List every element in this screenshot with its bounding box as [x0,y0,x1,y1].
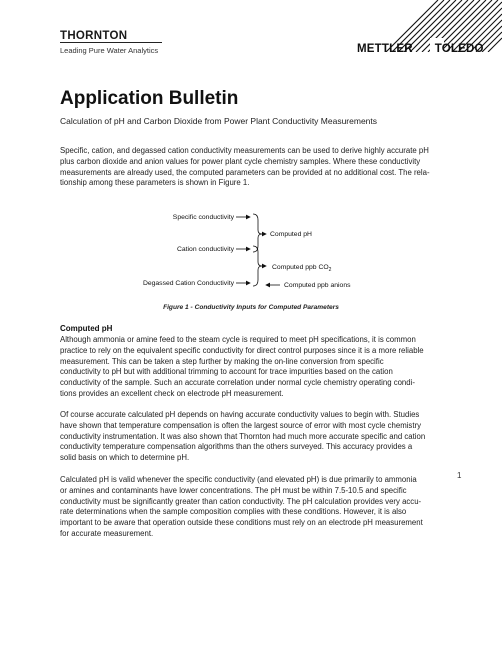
paragraph-1 [60,335,446,400]
text-line: for accurate measurement. [60,528,154,538]
input-specific-conductivity: Specific conductivity [172,214,234,221]
text-line: solid basis on which to determine pH. [60,453,190,463]
brand-name: THORNTON [60,30,128,42]
text-line: Although ammonia or amine feed to the steam cycle is required to meet pH specifications, it is common [60,335,416,344]
text-line: tions provides an excellent check on electrode pH measurement. [60,388,284,398]
text-line: conductivity temperature compensation algorithms than the others surveyed. This accuracy provides a [60,442,413,452]
section-heading: Computed pH [60,324,113,333]
text-line: Calculated pH is valid whenever the specific conductivity (and elevated pH) is due primarily to ammonia [60,475,417,484]
logo-word-right: TOLEDO [434,43,484,55]
page-title: Application Bulletin [60,88,239,109]
output-computed-ph: Computed pH [270,231,312,238]
figure-caption: Figure 1 - Conductivity Inputs for Computed Parameters [163,304,339,311]
paragraph-3 [60,475,446,540]
co2-label: Computed ppb CO [272,264,329,271]
text-line: rate determinations when the sample composition complies with these conditions. However, it is also [60,507,407,517]
output-computed-anions: Computed ppb anions [284,282,351,289]
text-line: conductivity instrumentation. It was also shown that Thornton had much more accurate specific and cation [60,431,426,441]
brand-tagline: Leading Pure Water Analytics [60,46,159,55]
text-line: Specific, cation, and degassed cation conductivity measurements can be used to derive highly accurate pH [60,146,429,155]
company-logo [357,43,484,55]
logo-word-left: METTLER [357,43,413,55]
text-line: or amines and contaminants have lower concentrations. The pH must be within 7.5-10.5 and specific [60,485,407,495]
text-line: conductivity of the sample. Such an accurate correlation under normal cycle chemistry operating condi- [60,378,415,388]
co2-subscript: 2 [328,267,332,273]
paragraph-2 [60,410,446,464]
text-line: measurements are already used, the computed parameters can be provided at no additional cost. The rela- [60,167,430,177]
page-subtitle: Calculation of pH and Carbon Dioxide from Power Plant Conductivity Measurements [60,116,378,126]
page-number: 1 [457,471,462,480]
output-computed-co2 [272,264,332,273]
text-line: practice to rely on the equivalent specific conductivity for direct control purposes since it is a more reliable [60,345,424,355]
text-line: Of course accurate calculated pH depends on having accurate conductivity values to begin with. Studies [60,410,420,419]
text-line: conductivity to pH but with additional trimming to account for trace impurities based on the cation [60,367,393,377]
text-line: tionship among these parameters is shown in Figure 1. [60,178,250,188]
input-degassed-cation-conductivity: Degassed Cation Conductivity [142,280,234,287]
intro-paragraph [60,146,446,189]
figure-1-diagram [120,208,400,298]
input-cation-conductivity: Cation conductivity [176,246,234,253]
text-line: plus carbon dioxide and anion values for power plant cycle chemistry samples. Where these conductivity [60,156,421,166]
brand-divider [60,42,162,43]
text-line: important to be aware that operation outside these conditions must rely on an electrode pH measurement [60,518,423,528]
text-line: have shown that temperature compensation is often the largest source of error with most cycle chemistry [60,420,421,430]
text-line: measurement. This can be taken a step further by making the on-line conversion from specific [60,356,384,366]
text-line: conductivity must be significantly greater than cation conductivity. The pH calculation provides very accu- [60,496,422,506]
